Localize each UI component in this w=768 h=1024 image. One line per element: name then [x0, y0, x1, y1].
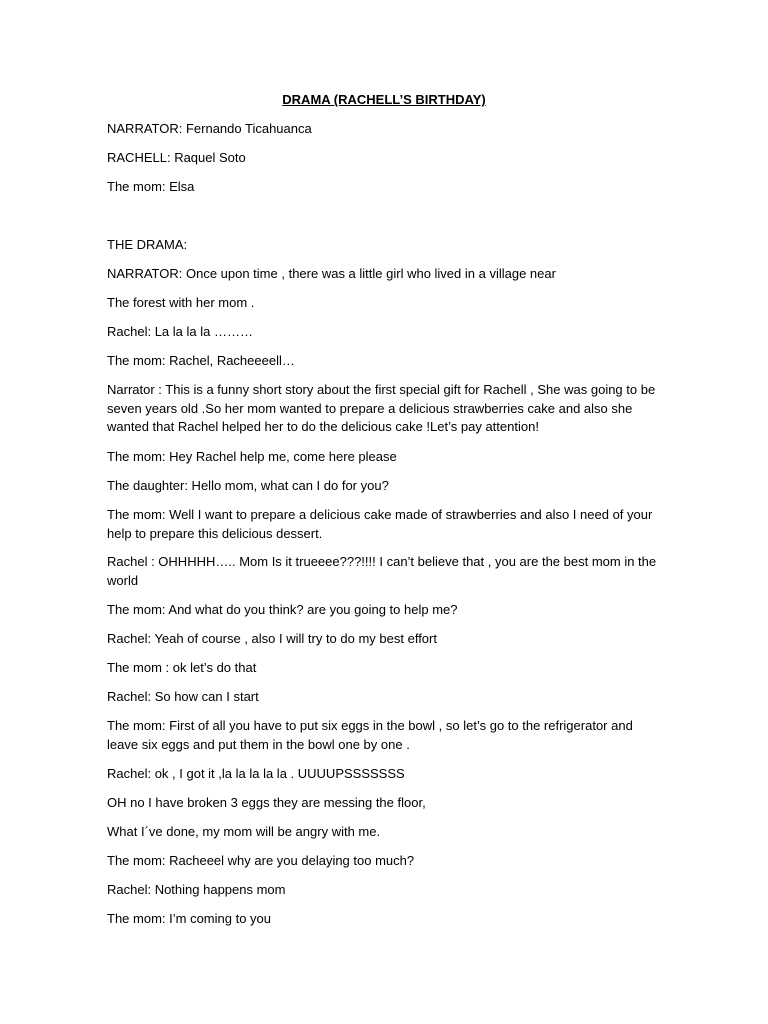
dialogue-line: The mom: Rachel, Racheeeell…: [107, 353, 295, 368]
dialogue-line: What I´ve done, my mom will be angry with me.: [107, 824, 381, 839]
dialogue-line: NARRATOR: Once upon time , there was a little girl who lived in a village near: [107, 266, 556, 281]
dialogue-line: The mom: Hey Rachel help me, come here please: [107, 449, 397, 464]
dialogue-line: Rachel: La la la la ………: [107, 324, 253, 339]
dialogue-line: The forest with her mom .: [107, 295, 255, 310]
dialogue-line: The mom: Well I want to prepare a delicious cake made of strawberries and also I need of your help to prepare this delicious dessert.: [107, 507, 653, 541]
dialogue-line: The daughter: Hello mom, what can I do for you?: [107, 478, 389, 493]
dialogue-line: The mom: Racheeel why are you delaying too much?: [107, 853, 415, 868]
dialogue-line: The mom: I’m coming to you: [107, 911, 271, 926]
dialogue-line: The mom: And what do you think? are you going to help me?: [107, 602, 458, 617]
dialogue-line: Rachel: Nothing happens mom: [107, 882, 286, 897]
dialogue-line: Rachel: ok , I got it ,la la la la la . UUUUPSSSSSSS: [107, 766, 405, 781]
cast-rachell: RACHELL: Raquel Soto: [107, 150, 246, 165]
dialogue-line: Narrator : This is a funny short story about the first special gift for Rachell , She was going to be seven years old .So her mom wanted to prepare a delicious strawberries cake and also she wanted that Rachel helped her to do the delicious cake !Let’s pay attention!: [107, 382, 656, 434]
dialogue-line: Rachel: So how can I start: [107, 689, 259, 704]
dialogue-line: The mom: First of all you have to put six eggs in the bowl , so let’s go to the refrigerator and leave six eggs and put them in the bowl one by one .: [107, 718, 633, 752]
cast-narrator: NARRATOR: Fernando Ticahuanca: [107, 121, 312, 136]
cast-mom: The mom: Elsa: [107, 179, 195, 194]
section-heading: THE DRAMA:: [107, 237, 188, 252]
dialogue-line: OH no I have broken 3 eggs they are messing the floor,: [107, 795, 426, 810]
dialogue-line: Rachel : OHHHHH….. Mom Is it trueeee???!!!! I can’t believe that , you are the best mom in the world: [107, 554, 657, 588]
document-title: DRAMA (RACHELL’S BIRTHDAY): [282, 92, 486, 107]
dialogue-line: The mom : ok let’s do that: [107, 660, 257, 675]
dialogue-line: Rachel: Yeah of course , also I will try to do my best effort: [107, 631, 437, 646]
